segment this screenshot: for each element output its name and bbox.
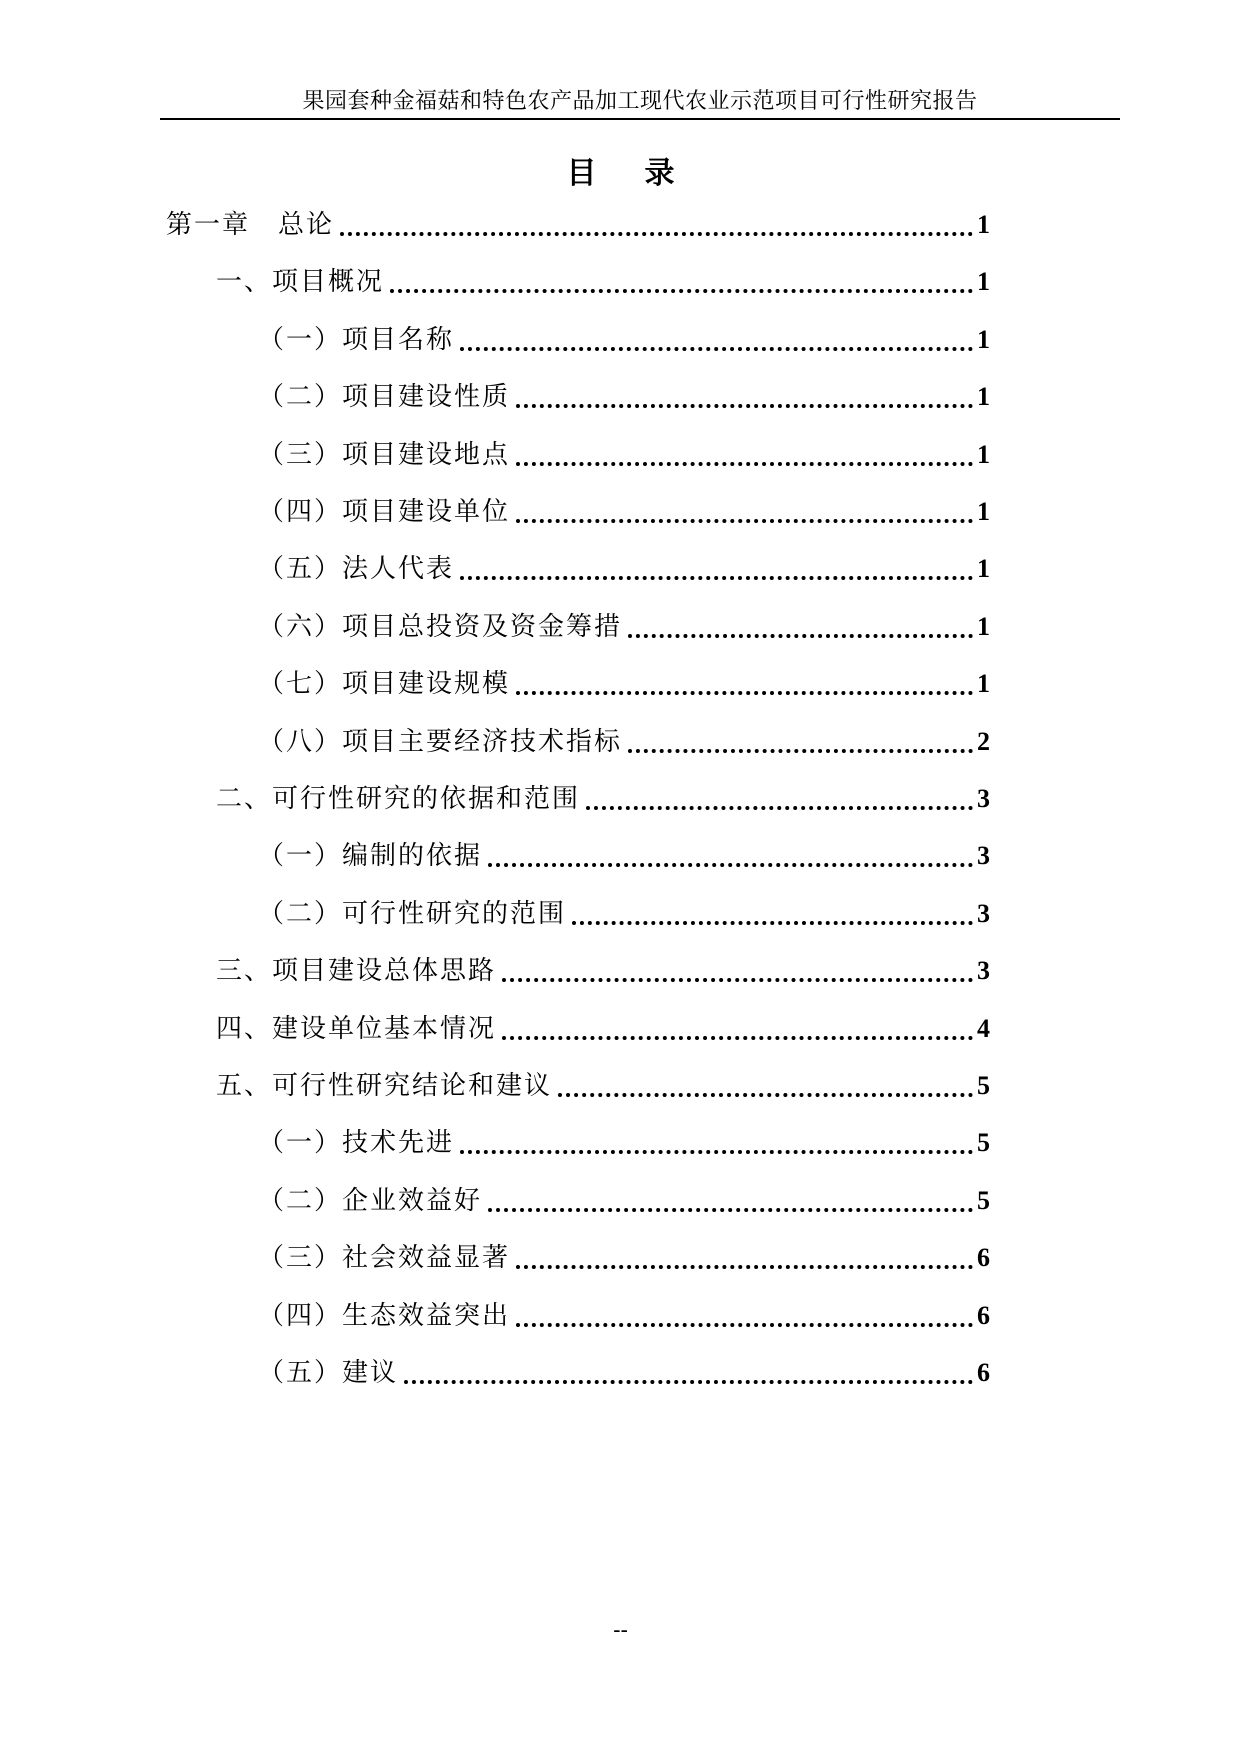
toc-entry[interactable] — [216, 779, 990, 819]
toc-dot-leader — [460, 1150, 973, 1154]
toc-entry-label: （三）项目建设地点 — [258, 439, 511, 470]
toc-entry-page-number: 3 — [977, 784, 990, 813]
toc-entry[interactable] — [216, 1009, 990, 1049]
toc-dot-leader — [502, 1036, 973, 1040]
toc-entry[interactable] — [258, 607, 990, 647]
toc-dot-leader — [460, 576, 973, 580]
toc-dot-leader — [516, 404, 973, 408]
toc-entry-page-number: 1 — [977, 324, 990, 354]
toc-dot-leader — [488, 1208, 973, 1212]
toc-entry[interactable] — [258, 1181, 990, 1221]
toc-entry-page-number: 5 — [977, 1185, 990, 1215]
toc-entry-label: （五）建议 — [258, 1358, 399, 1388]
toc-entry-label: 一、项目概况 — [216, 267, 385, 298]
page-footer-marker: -- — [613, 1618, 628, 1643]
header-rule — [160, 118, 1120, 120]
toc-entry-page-number: 1 — [977, 439, 990, 469]
toc-entry-page-number: 2 — [977, 726, 990, 756]
toc-dot-leader — [558, 1093, 973, 1097]
toc-dot-leader — [516, 519, 973, 523]
toc-entry-label: （五）法人代表 — [258, 554, 455, 585]
toc-entry[interactable] — [258, 1296, 990, 1336]
toc-entry[interactable] — [258, 836, 990, 876]
toc-dot-leader — [628, 749, 973, 753]
toc-entry[interactable] — [258, 492, 990, 532]
toc-entry-page-number: 1 — [977, 497, 990, 526]
toc-dot-leader — [340, 232, 973, 236]
toc-dot-leader — [502, 978, 973, 982]
toc-dot-leader — [516, 462, 973, 466]
toc-entry-label: （一）项目名称 — [258, 324, 455, 355]
toc-dot-leader — [572, 921, 973, 925]
toc-dot-leader — [628, 634, 973, 638]
toc-entry-page-number: 6 — [977, 1243, 990, 1273]
toc-entry[interactable] — [258, 1353, 990, 1393]
toc-entry-label: （一）编制的依据 — [258, 841, 483, 872]
toc-entry-label: （一）技术先进 — [258, 1128, 455, 1159]
toc-entry-label: （二）项目建设性质 — [258, 382, 511, 413]
toc-entry[interactable] — [216, 1066, 990, 1106]
toc-entry-page-number: 6 — [977, 1300, 990, 1330]
toc-entry-label: （二）企业效益好 — [258, 1185, 483, 1216]
toc-title: 目录 — [566, 156, 723, 191]
toc-entry-label: （四）项目建设单位 — [258, 497, 511, 527]
toc-entry-page-number: 1 — [977, 554, 990, 584]
toc-entry-page-number: 6 — [977, 1358, 990, 1387]
toc-dot-leader — [390, 289, 973, 293]
toc-dot-leader — [516, 1265, 973, 1269]
toc-entry[interactable] — [258, 1238, 990, 1278]
toc-entry[interactable] — [258, 549, 990, 589]
running-header: 果园套种金福菇和特色农产品加工现代农业示范项目可行性研究报告 — [302, 89, 978, 114]
toc-entry-label: （六）项目总投资及资金筹措 — [258, 611, 623, 642]
toc-entry-page-number: 1 — [977, 210, 990, 239]
toc-entry[interactable] — [258, 664, 990, 704]
toc-entry[interactable] — [258, 894, 990, 934]
toc-entry[interactable] — [258, 1123, 990, 1163]
toc-dot-leader — [516, 691, 973, 695]
toc-entry-page-number: 3 — [977, 841, 990, 871]
toc-dot-leader — [586, 806, 973, 810]
toc-entry[interactable] — [166, 205, 990, 245]
toc-entry-page-number: 1 — [977, 382, 990, 412]
toc-entry[interactable] — [216, 262, 990, 302]
toc-entry[interactable] — [216, 951, 990, 991]
toc-entry-label: （七）项目建设规模 — [258, 669, 511, 700]
toc-entry[interactable] — [258, 320, 990, 360]
toc-dot-leader — [460, 347, 973, 351]
toc-entry[interactable] — [258, 435, 990, 475]
toc-entry-page-number: 5 — [977, 1071, 990, 1100]
toc-entry-label: 二、可行性研究的依据和范围 — [216, 784, 581, 814]
toc-entry-label: 五、可行性研究结论和建议 — [216, 1071, 553, 1101]
toc-dot-leader — [516, 1323, 973, 1327]
toc-entry-label: 第一章 总论 — [166, 210, 335, 240]
toc-entry-label: （八）项目主要经济技术指标 — [258, 726, 623, 757]
toc-entry-page-number: 1 — [977, 669, 990, 699]
toc-dot-leader — [488, 863, 973, 867]
toc-entry-page-number: 4 — [977, 1013, 990, 1043]
toc-entry-label: （三）社会效益显著 — [258, 1243, 511, 1274]
toc-entry-page-number: 3 — [977, 956, 990, 986]
toc-entry-label: 四、建设单位基本情况 — [216, 1013, 497, 1044]
toc-entry-label: （四）生态效益突出 — [258, 1300, 511, 1331]
toc-entry-label: （二）可行性研究的范围 — [258, 898, 567, 929]
toc-entry[interactable] — [258, 377, 990, 417]
toc-dot-leader — [404, 1380, 973, 1384]
toc-entry-page-number: 1 — [977, 267, 990, 297]
toc-entry-page-number: 1 — [977, 611, 990, 641]
toc-entry-page-number: 3 — [977, 898, 990, 928]
toc-entry-page-number: 5 — [977, 1128, 990, 1158]
toc-entry[interactable] — [258, 722, 990, 762]
toc-entry-label: 三、项目建设总体思路 — [216, 956, 497, 987]
